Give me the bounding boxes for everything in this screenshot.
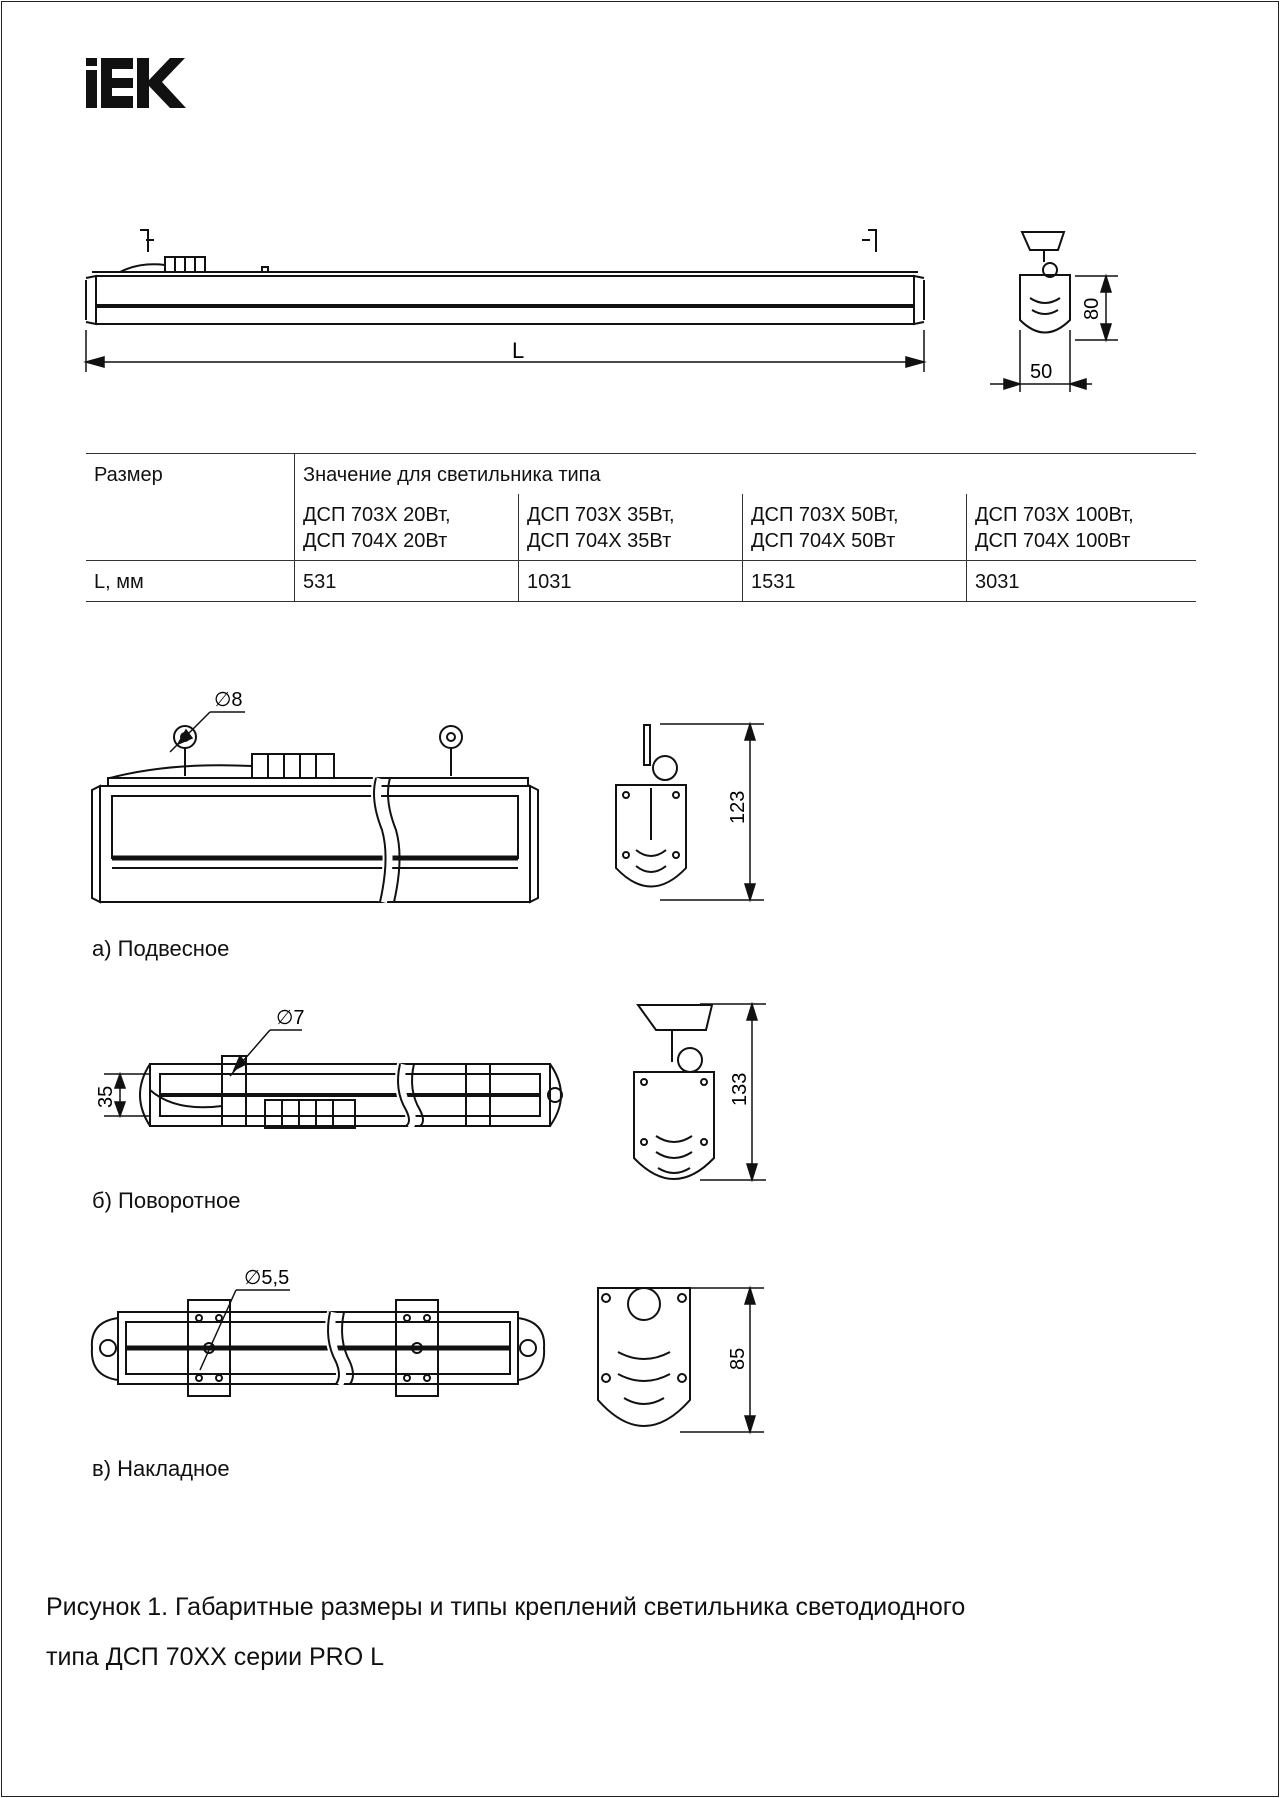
model-20-line1: ДСП 703Х 20Вт, [303, 504, 451, 526]
header-value-cell [295, 454, 1197, 495]
logo-text: IEK [86, 124, 88, 125]
mount-b-offset-label: 35 [95, 1085, 117, 1108]
row-label-cell [86, 561, 295, 602]
mount-a-hole-label: ∅8 [214, 689, 243, 711]
mount-c-caption: в) Накладное [92, 1456, 230, 1481]
model-100-line2: ДСП 704Х 100Вт [975, 530, 1131, 552]
model-100-line1: ДСП 703Х 100Вт, [975, 504, 1134, 526]
empty-cell [86, 494, 295, 561]
value-100: 3031 [975, 571, 1020, 593]
value-35: 1031 [527, 571, 572, 593]
model-50-line1: ДСП 703Х 50Вт, [751, 504, 899, 526]
mount-c-height-label: 85 [727, 1347, 749, 1370]
mount-b-height-label: 133 [729, 1072, 751, 1106]
model-20-line2: ДСП 704Х 20Вт [303, 530, 448, 552]
mount-b-hole-label: ∅7 [276, 1007, 305, 1029]
row-label: L, мм [94, 571, 144, 593]
length-l-label: L [512, 338, 525, 363]
mount-a-drawing [0, 680, 1280, 910]
model-cell-100 [967, 494, 1197, 561]
figure-caption [46, 1582, 1196, 1682]
value-50: 1531 [751, 571, 796, 593]
model-cell-35 [519, 494, 743, 561]
model-35-line2: ДСП 704Х 35Вт [527, 530, 672, 552]
value-20: 531 [303, 571, 337, 593]
value-cell-50 [743, 561, 967, 602]
figure-caption-line1: Рисунок 1. Габаритные размеры и типы креплений светильника светодиодного [46, 1593, 966, 1621]
value-cell-35 [519, 561, 743, 602]
height-80-label: 80 [1081, 297, 1103, 320]
width-50-label: 50 [1030, 361, 1053, 383]
header-size-cell [86, 454, 295, 495]
header-value: Значение для светильника типа [303, 464, 601, 486]
top-view-drawing [0, 210, 1280, 410]
mount-b-caption: б) Поворотное [92, 1188, 241, 1213]
model-35-line1: ДСП 703Х 35Вт, [527, 504, 675, 526]
mount-b-drawing [0, 990, 1280, 1200]
model-cell-50 [743, 494, 967, 561]
mount-c-drawing [0, 1260, 1280, 1440]
model-cell-20 [295, 494, 519, 561]
spec-table [86, 453, 1196, 602]
iek-logo [86, 58, 201, 125]
value-cell-100 [967, 561, 1197, 602]
figure-caption-line2: типа ДСП 70ХХ серии PRO L [46, 1643, 385, 1671]
mount-a-caption: а) Подвесное [92, 936, 230, 961]
value-cell-20 [295, 561, 519, 602]
header-size: Размер [94, 464, 163, 486]
model-50-line2: ДСП 704Х 50Вт [751, 530, 896, 552]
mount-c-hole-label: ∅5,5 [244, 1267, 290, 1289]
mount-a-height-label: 123 [727, 790, 749, 824]
